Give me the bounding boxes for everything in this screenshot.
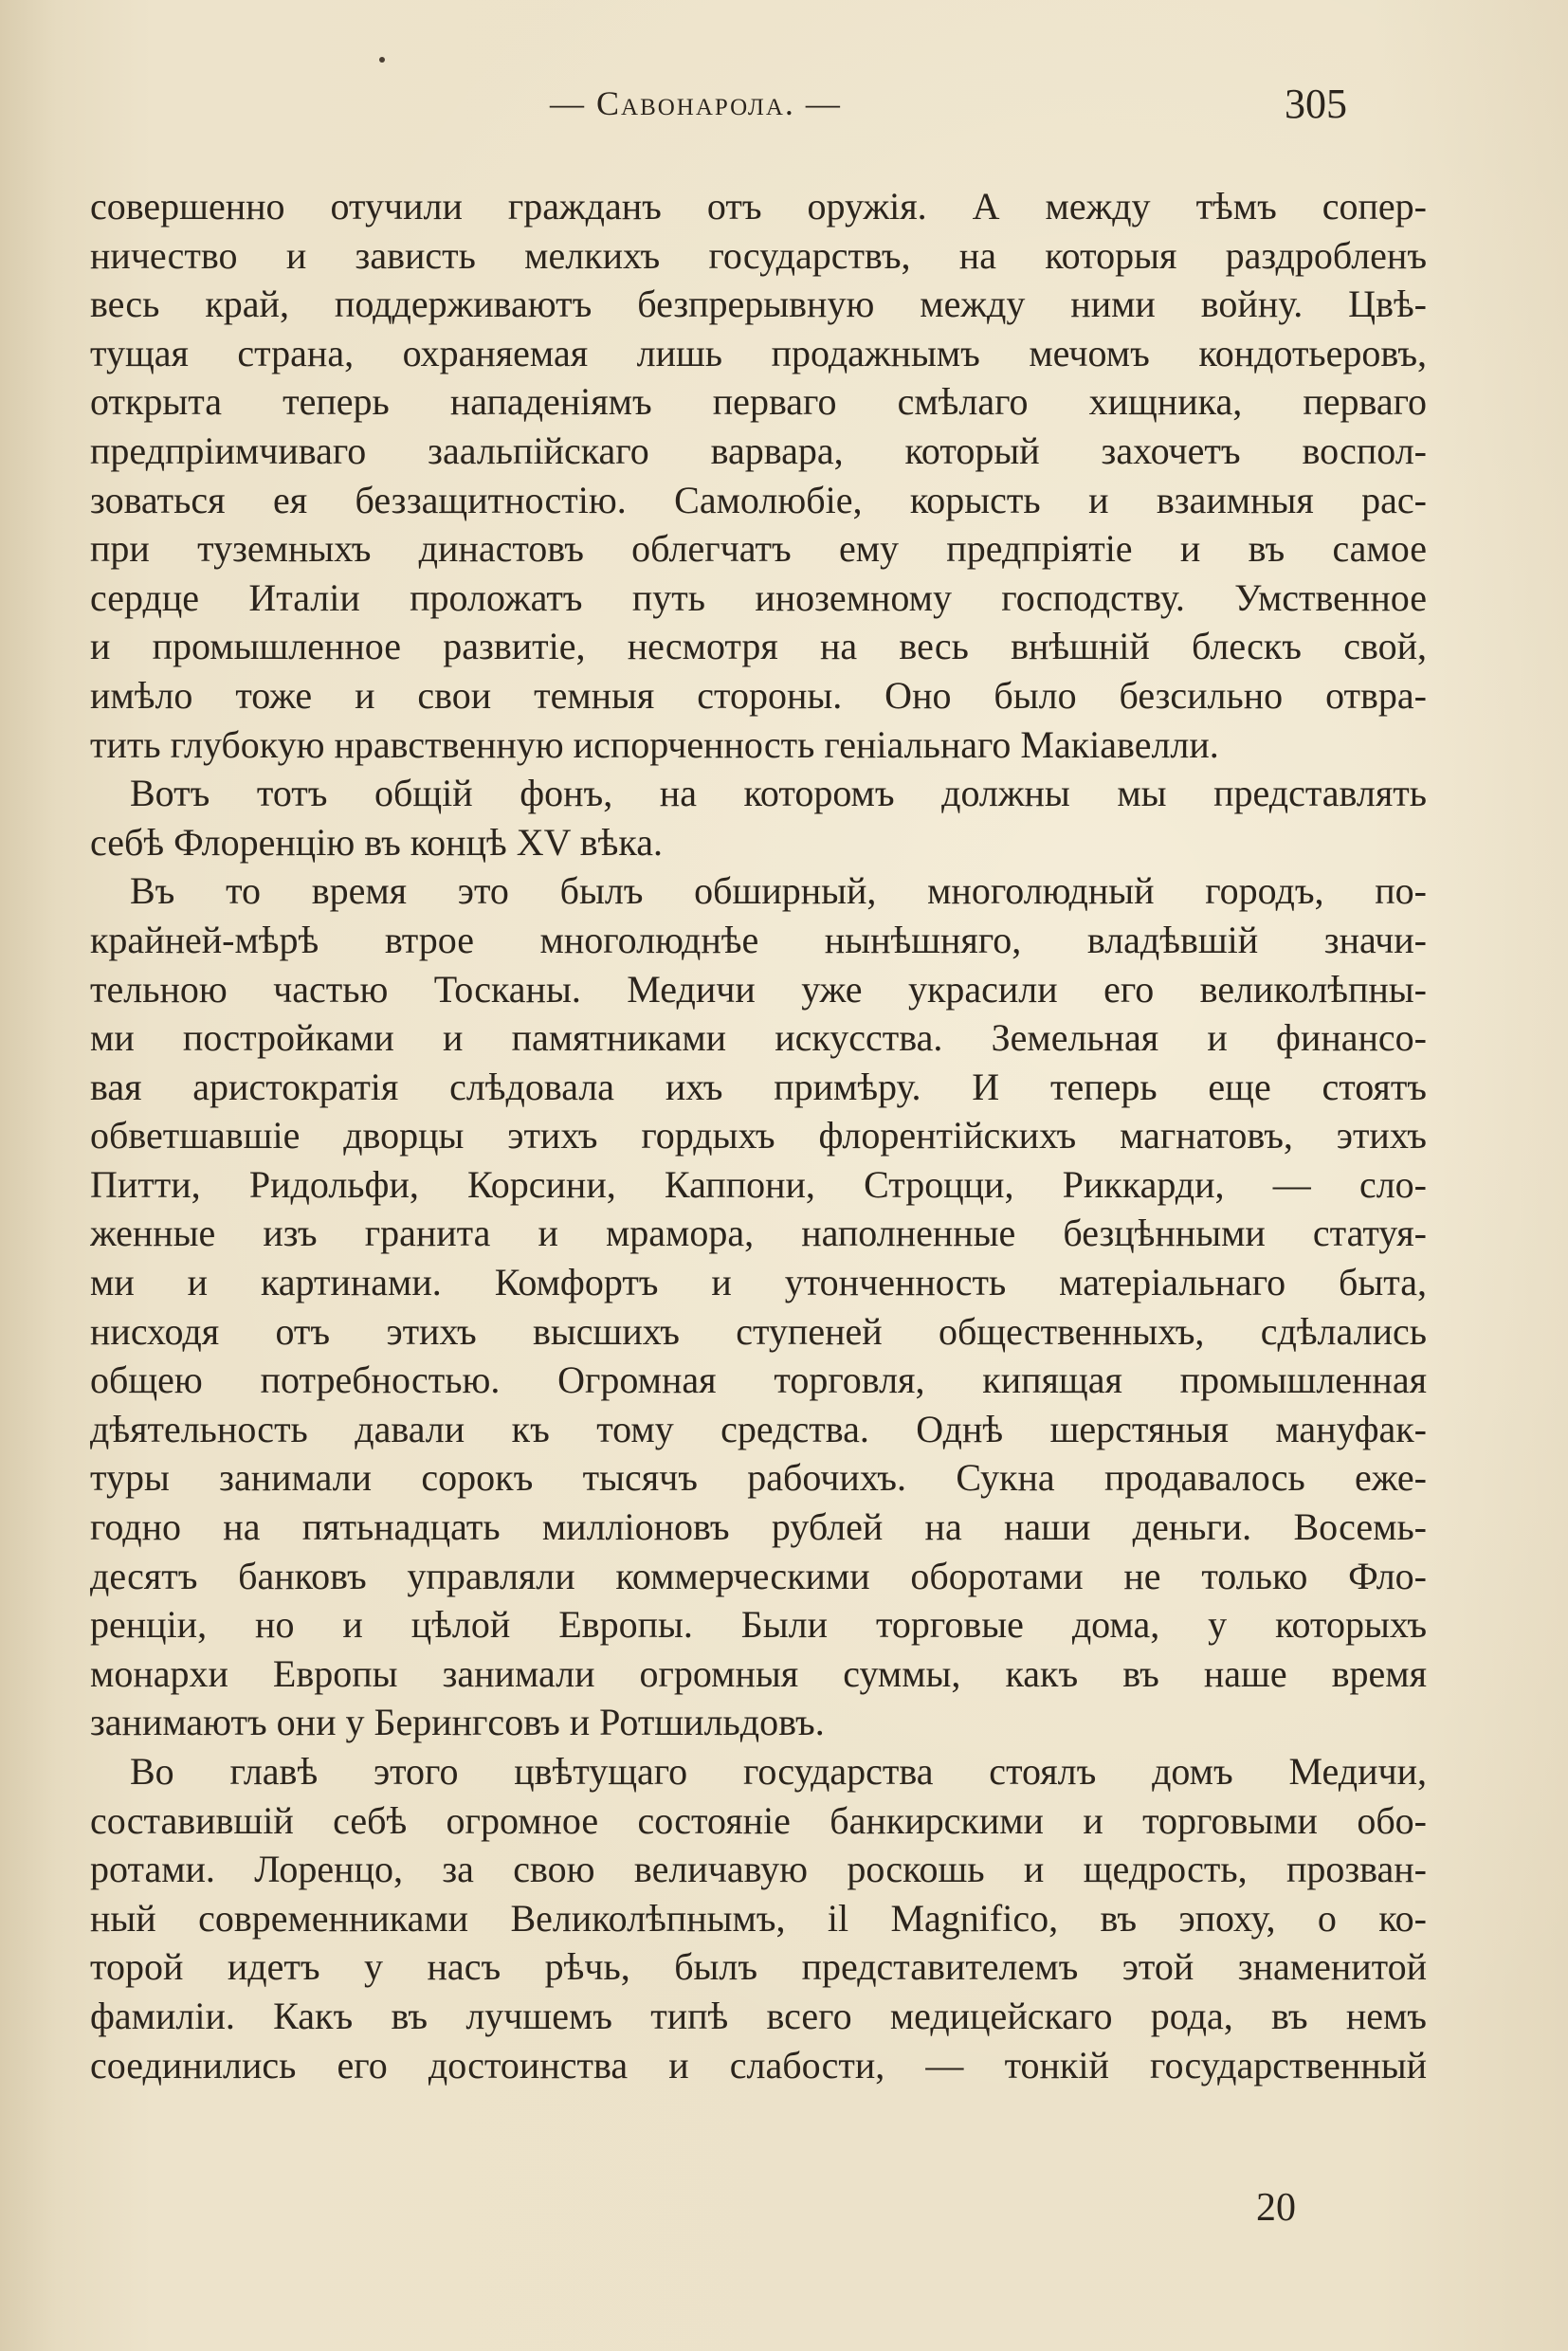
text-line: обветшавшіе дворцы этихъ гордыхъ флорентійскихъ магнатовъ, этихъ (90, 1114, 1427, 1157)
text-line: предпріимчиваго заальпійскаго варвара, который захочетъ воспол- (90, 428, 1427, 472)
page-number: 305 (1285, 81, 1347, 127)
text-line: тельною частью Тосканы. Медичи уже украсили его великолѣпны- (90, 967, 1427, 1011)
text-line: ми постройками и памятниками искусства. Земельная и финансо- (90, 1016, 1427, 1060)
text-line: десятъ банковъ управляли коммерческими оборотами не только Фло- (90, 1554, 1427, 1597)
text-line: имѣло тоже и свои темныя стороны. Оно было безсильно отвра- (90, 673, 1427, 717)
text-line: общею потребностью. Огромная торговля, кипящая промышленная (90, 1358, 1427, 1402)
text-line: совершенно отучили гражданъ отъ оружія. А между тѣмъ сопер- (90, 185, 1427, 228)
ink-speck (379, 57, 385, 63)
text-line: фамиліи. Какъ въ лучшемъ типѣ всего медицейскаго рода, въ немъ (90, 1994, 1427, 2037)
text-line: женные изъ гранита и мрамора, наполненные безцѣнными статуя- (90, 1212, 1427, 1255)
text-line: сердце Италіи проложатъ путь иноземному господству. Умственное (90, 575, 1427, 619)
text-line: крайней-мѣрѣ втрое многолюднѣе нынѣшняго, владѣвшій значи- (90, 918, 1427, 961)
paragraph-first-line: Въ то время это былъ обширный, многолюдный городъ, по- (130, 869, 1427, 913)
text-line: монархи Европы занимали огромныя суммы, какъ въ наше время (90, 1651, 1427, 1695)
body-text (90, 182, 1427, 2089)
text-line: туры занимали сорокъ тысячъ рабочихъ. Сукна продавалось еже- (90, 1456, 1427, 1500)
text-line: весь край, поддерживаютъ безпрерывную между ними войну. Цвѣ- (90, 282, 1427, 326)
text-line: ренціи, но и цѣлой Европы. Были торговые дома, у которыхъ (90, 1603, 1427, 1647)
text-line: ротами. Лоренцо, за свою величавую роскошь и щедрость, прозван- (90, 1848, 1427, 1891)
signature-mark: 20 (1256, 2186, 1296, 2230)
text-line: дѣятельность давали къ тому средства. Однѣ шерстяныя мануфак- (90, 1407, 1427, 1450)
text-line: себѣ Флоренцію въ концѣ XV вѣка. (90, 820, 663, 864)
text-line: соединились его достоинства и слабости, — тонкій государственный (90, 2043, 1427, 2087)
paragraph-first-line: Во главѣ этого цвѣтущаго государства стоялъ домъ Медичи, (130, 1750, 1427, 1793)
text-line: ми и картинами. Комфортъ и утонченность матеріальнаго быта, (90, 1261, 1427, 1304)
text-line: тить глубокую нравственную испорченность геніальнаго Макіавелли. (90, 722, 1219, 766)
text-line: составившій себѣ огромное состояніе банкирскими и торговыми обо- (90, 1798, 1427, 1842)
text-line: вая аристократія слѣдовала ихъ примѣру. И теперь еще стоятъ (90, 1065, 1427, 1108)
running-title: — Савонарола. — (550, 84, 842, 122)
text-line: торой идетъ у насъ рѣчь, былъ представителемъ этой знаменитой (90, 1945, 1427, 1989)
text-line: и промышленное развитіе, несмотря на весь внѣшній блескъ свой, (90, 625, 1427, 668)
text-line: нисходя отъ этихъ высшихъ ступеней общественныхъ, сдѣлались (90, 1309, 1427, 1353)
text-line: открыта теперь нападеніямъ перваго смѣлаго хищника, перваго (90, 380, 1427, 424)
text-line: ный современниками Великолѣпнымъ, il Magnifico, въ эпоху, о ко- (90, 1896, 1427, 1940)
text-line: ничество и зависть мелкихъ государствъ, на которыя раздробленъ (90, 233, 1427, 277)
text-line: занимаютъ они у Берингсовъ и Ротшильдовъ. (90, 1701, 825, 1744)
paragraph-first-line: Вотъ тотъ общій фонъ, на которомъ должны мы представлять (130, 772, 1427, 815)
text-line: тущая страна, охраняемая лишь продажнымъ мечомъ кондотьеровъ, (90, 331, 1427, 374)
page-header (0, 83, 1568, 140)
text-line: при туземныхъ династовъ облегчатъ ему предпріятіе и въ самое (90, 527, 1427, 571)
text-line: зоваться ея беззащитностію. Самолюбіе, корысть и взаимныя рас- (90, 478, 1427, 521)
text-line: Питти, Ридольфи, Корсини, Каппони, Строцци, Риккарди, — сло- (90, 1162, 1427, 1206)
text-line: годно на пятьнадцать милліоновъ рублей на наши деньги. Восемь- (90, 1505, 1427, 1549)
